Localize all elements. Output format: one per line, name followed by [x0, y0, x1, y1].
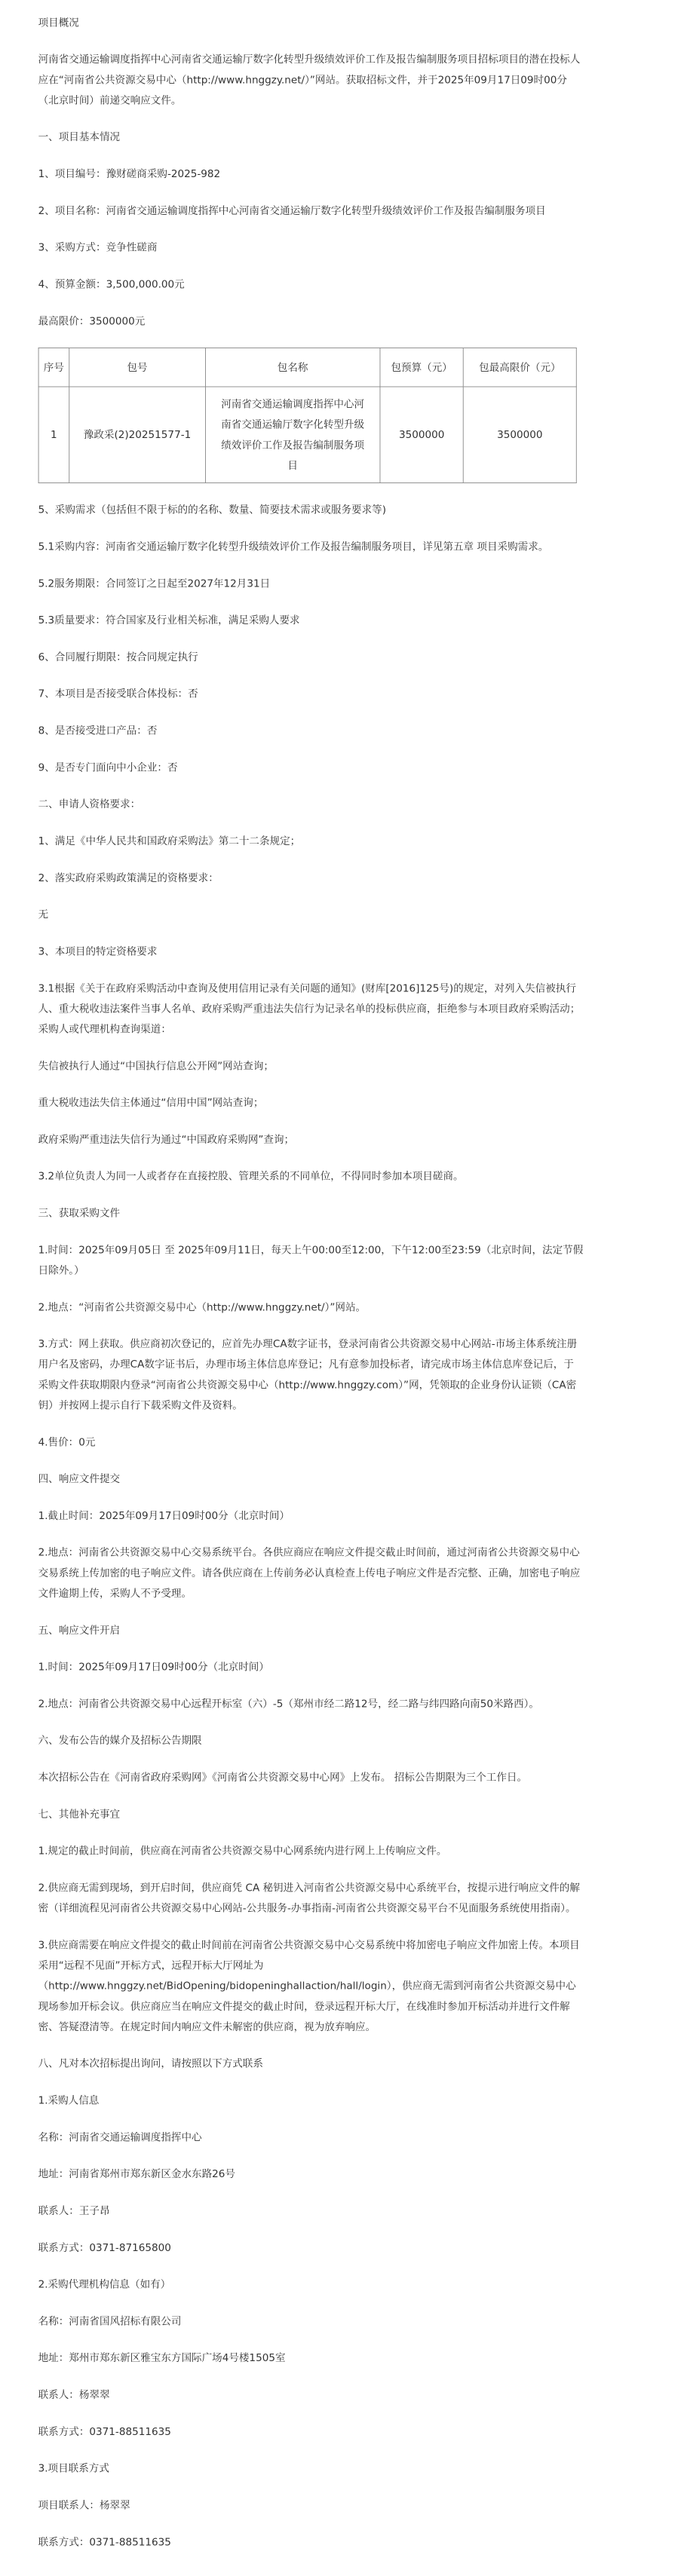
project-number: 1、项目编号：豫财磋商采购-2025-982 [38, 167, 221, 180]
qualification-2-none: 无 [38, 908, 49, 921]
qualification-1: 1、满足《中华人民共和国政府采购法》第二十二条规定； [38, 835, 301, 847]
obtain-place: 2.地点：“河南省公共资源交易中心（http://www.hnggzy.net/）”网站。 [38, 1300, 367, 1313]
budget-amount: 4、预算金额：3,500,000.00元 [38, 277, 185, 291]
header-package-max: 包最高限价（元） [463, 348, 576, 387]
agency-title: 2.采购代理机构信息（如有） [38, 2277, 171, 2291]
agency-contact: 联系人：杨翠翠 [38, 2388, 110, 2401]
agency-phone: 联系方式：0371-88511635 [38, 2425, 171, 2438]
project-contact-phone: 联系方式：0371-88511635 [38, 2535, 171, 2548]
section-7-title: 七、其他补充事宜 [38, 1808, 121, 1821]
section-4-title: 四、响应文件提交 [38, 1472, 121, 1485]
overview-title: 项目概况 [38, 16, 79, 29]
purchaser-name: 名称：河南省交通运输调度指挥中心 [38, 2130, 202, 2143]
header-seq: 序号 [38, 348, 69, 387]
opening-place: 2.地点：河南省公共资源交易中心远程开标室（六）-5（郑州市经二路12号，经二路与纬四路向南50米路西）。 [38, 1697, 539, 1711]
cell-package-code: 豫政采(2)20251577-1 [69, 387, 206, 482]
opening-time: 1.时间：2025年09月17日09时00分（北京时间） [38, 1660, 269, 1674]
cell-package-budget: 3500000 [380, 387, 463, 482]
table-row [38, 387, 576, 482]
purchaser-contact: 联系人：王子昂 [38, 2204, 110, 2217]
agency-address: 地址：郑州市郑东新区雅宝东方国际广场4号楼1505室 [38, 2351, 286, 2364]
agency-name: 名称：河南省国风招标有限公司 [38, 2314, 182, 2328]
publication-media: 本次招标公告在《河南省政府采购网》《河南省公共资源交易中心网》上发布。 招标公告期限为三个工作日。 [38, 1771, 528, 1784]
service-period: 5.2服务期限：合同签订之日起至2027年12月31日 [38, 577, 271, 590]
max-price: 最高限价：3500000元 [38, 314, 146, 327]
section-2-title: 二、申请人资格要求： [38, 798, 141, 810]
section-6-title: 六、发布公告的媒介及招标公告期限 [38, 1734, 202, 1747]
section-5-title: 五、响应文件开启 [38, 1624, 121, 1637]
section-3-title: 三、获取采购文件 [38, 1206, 121, 1220]
purchaser-address: 地址：河南省郑州市郑东新区金水东路26号 [38, 2167, 235, 2180]
purchaser-title: 1.采购人信息 [38, 2094, 100, 2107]
obtain-time: 1.时间：2025年09月05日 至 2025年09月11日，每天上午00:00至12:00，下午12:00至23:59（北京时间，法定节假日除外。） [38, 1243, 584, 1277]
credit-channel-3: 政府采购严重违法失信行为通过“中国政府采购网”查询； [38, 1133, 295, 1146]
obtain-method: 3.方式：网上获取。供应商初次登记的，应首先办理CA数字证书，登录河南省公共资源交易中心网站-市场主体系统注册用户名及密码，办理CA数字证书后，办理市场主体信息库登记；凡有意参加投标者，请完成市场主体信息库登记后，于采购文件获取期限内登录“河南省公共资源交易中心（http://www.hnggzy.com）”网，凭领取的企业身份认证锁（CA密钥）并按网上提示自行下载采购文件及资料。 [38, 1337, 578, 1412]
package-table [38, 348, 577, 483]
credit-channel-1: 失信被执行人通过“中国执行信息公开网”网站查询； [38, 1059, 274, 1072]
header-package-code: 包号 [69, 348, 206, 387]
section-1-title: 一、项目基本情况 [38, 130, 121, 143]
qualification-3: 3、本项目的特定资格要求 [38, 945, 158, 958]
supplement-1: 1.规定的截止时间前，供应商在河南省公共资源交易中心网系统内进行网上上传响应文件。 [38, 1845, 447, 1858]
procurement-method: 3、采购方式：竞争性磋商 [38, 240, 158, 254]
project-name: 2、项目名称：河南省交通运输调度指挥中心河南省交通运输厅数字化转型升级绩效评价工作及报告编制服务项目 [38, 204, 546, 217]
consortium: 7、本项目是否接受联合体投标：否 [38, 688, 198, 700]
quality-requirement: 5.3质量要求：符合国家及行业相关标准，满足采购人要求 [38, 614, 300, 626]
sme-only: 9、是否专门面向中小企业：否 [38, 761, 178, 773]
purchaser-phone: 联系方式：0371-87165800 [38, 2241, 171, 2254]
project-contact-name: 项目联系人：杨翠翠 [38, 2498, 130, 2512]
table-header-row [38, 348, 576, 387]
requirement-content: 5.1采购内容：河南省交通运输厅数字化转型升级绩效评价工作及报告编制服务项目，详见第五章 项目采购需求。 [38, 540, 549, 553]
credit-rule: 3.1根据《关于在政府采购活动中查询及使用信用记录有关问题的通知》(财库[2016]125号)的规定，对列入失信被执行人、重大税收违法案件当事人名单、政府采购严重违法失信行为记录名单的投标供应商，拒绝参与本项目政府采购活动；采购人或代理机构查询渠道： [38, 982, 581, 1036]
same-owner-rule: 3.2单位负责人为同一人或者存在直接控股、管理关系的不同单位，不得同时参加本项目磋商。 [38, 1170, 464, 1183]
intro-paragraph: 河南省交通运输调度指挥中心河南省交通运输厅数字化转型升级绩效评价工作及报告编制服务项目招标项目的潜在投标人应在“河南省公共资源交易中心（http://www.hnggzy.net/）”网站。获取招标文件，并于2025年09月17日09时00分（北京时间）前递交响应文件。 [38, 53, 581, 107]
cell-seq: 1 [38, 387, 69, 482]
cell-package-name: 河南省交通运输调度指挥中心河南省交通运输厅数字化转型升级绩效评价工作及报告编制服务项目 [205, 387, 379, 482]
document-price: 4.售价：0元 [38, 1435, 96, 1448]
submission-place: 2.地点：河南省公共资源交易中心交易系统平台。各供应商应在响应文件提交截止时间前，通过河南省公共资源交易中心交易系统上传加密的电子响应文件。请各供应商在上传前务必认真检查上传电子响应文件是否完整、正确，加密电子响应文件逾期上传，采购人不予受理。 [38, 1546, 581, 1600]
supplement-2: 2.供应商无需到现场，到开启时间，供应商凭 CA 秘钥进入河南省公共资源交易中心系统平台，按提示进行响应文件的解密（详细流程见河南省公共资源交易中心网站-公共服务-办事指南-河南省公共资源交易平台不见面服务系统使用指南）。 [38, 1881, 580, 1915]
submission-deadline: 1.截止时间：2025年09月17日09时00分（北京时间） [38, 1509, 290, 1522]
requirement-title: 5、采购需求（包括但不限于标的的名称、数量、简要技术需求或服务要求等) [38, 504, 387, 516]
project-contact-title: 3.项目联系方式 [38, 2461, 109, 2475]
contract-period: 6、合同履行期限：按合同规定执行 [38, 651, 198, 663]
supplement-3: 3.供应商需要在响应文件提交的截止时间前在河南省公共资源交易中心交易系统中将加密电子响应文件加密上传。本项目采用“远程不见面”开标方式，远程开标大厅网址为（http://www.hnggzy.net/BidOpening/bidopeninghallaction/hall/login），供应商无需到河南省公共资源交易中心现场参加开标会议。供应商应当在响应文件提交的截止时间，登录远程开标大厅，在线准时参加开标活动并进行文件解密、答疑澄清等。在规定时间内响应文件未解密的供应商，视为放弃响应。 [38, 1938, 580, 2033]
section-8-title: 八、凡对本次招标提出询问，请按照以下方式联系 [38, 2057, 263, 2070]
cell-package-max: 3500000 [463, 387, 576, 482]
header-package-name: 包名称 [205, 348, 379, 387]
imported-products: 8、是否接受进口产品：否 [38, 724, 158, 737]
credit-channel-2: 重大税收违法失信主体通过“信用中国”网站查询； [38, 1096, 264, 1109]
qualification-2: 2、落实政府采购政策满足的资格要求： [38, 871, 219, 884]
header-package-budget: 包预算（元） [380, 348, 463, 387]
